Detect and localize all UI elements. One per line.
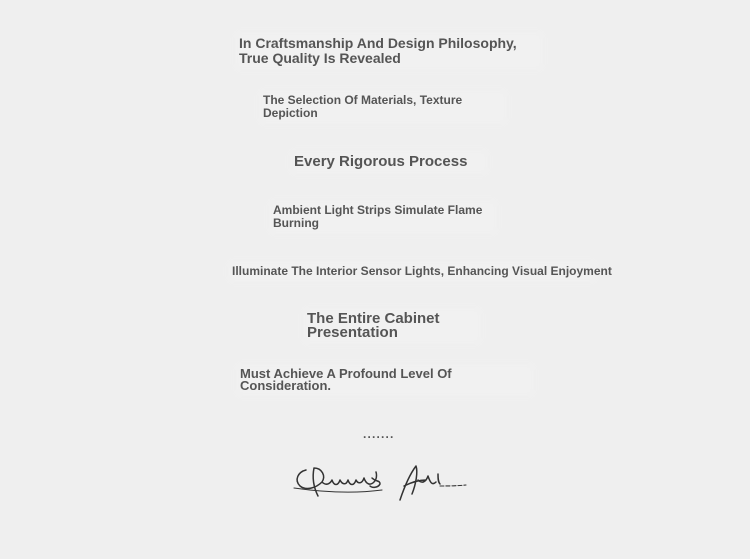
handwritten-signature bbox=[292, 458, 468, 504]
text-line-consideration: Must Achieve A Profound Level Of Consideration. bbox=[240, 368, 530, 392]
ellipsis-dots: ······· bbox=[363, 430, 395, 444]
text-line-illuminate: Illuminate The Interior Sensor Lights, Enhancing Visual Enjoyment bbox=[232, 264, 612, 278]
text-line-ambient-light: Ambient Light Strips Simulate Flame Burning bbox=[273, 204, 493, 230]
text-line-craftsmanship: In Craftsmanship And Design Philosophy, True Quality Is Revealed bbox=[239, 36, 539, 66]
text-line-materials: The Selection Of Materials, Texture Depiction bbox=[263, 94, 503, 120]
text-line-cabinet: The Entire Cabinet Presentation bbox=[307, 312, 477, 340]
text-line-process: Every Rigorous Process bbox=[294, 154, 484, 170]
